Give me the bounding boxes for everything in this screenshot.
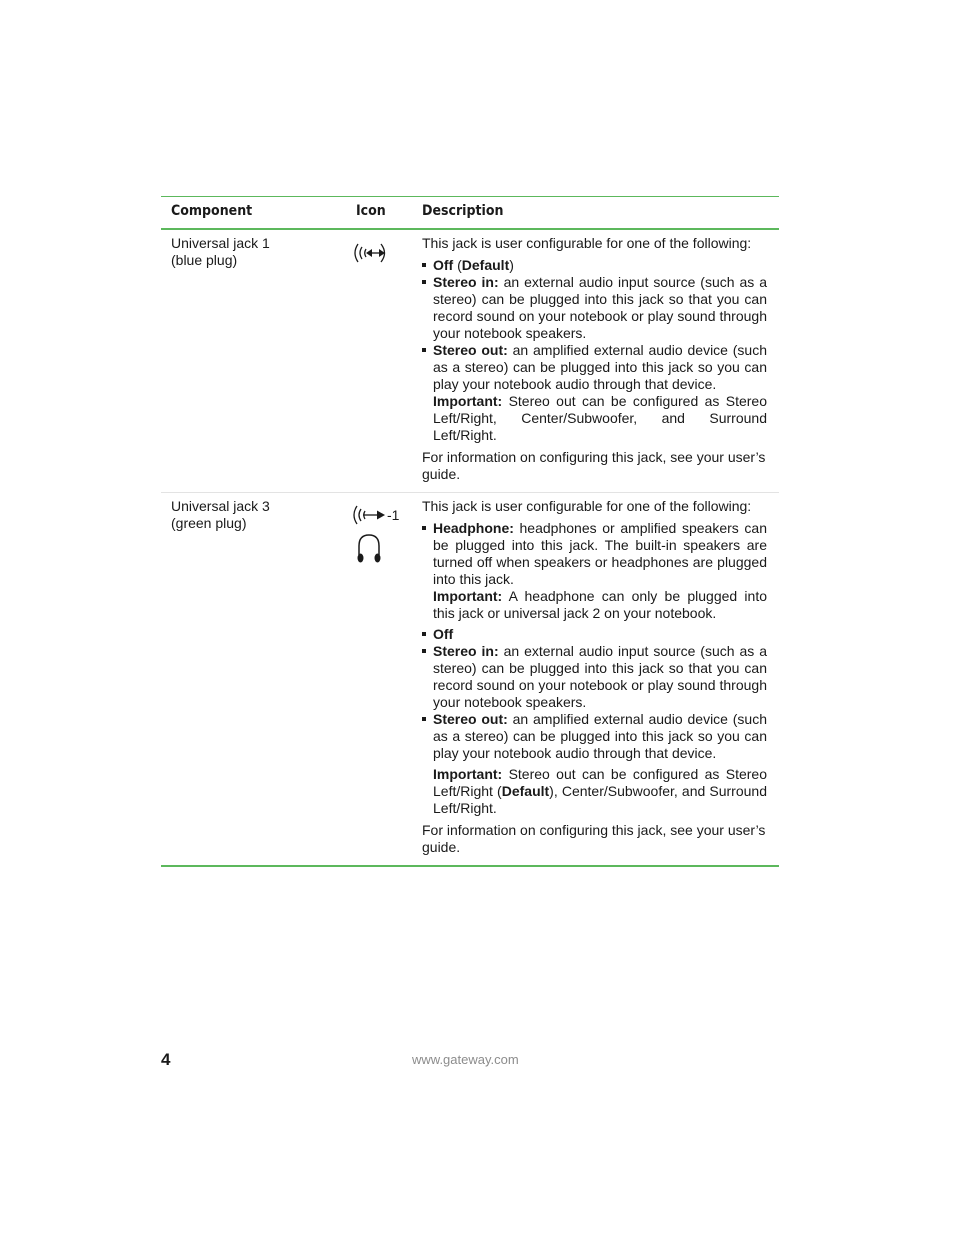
page-number: 4: [161, 1050, 171, 1069]
audio-out-jack-icon: [351, 503, 387, 527]
footer-website: www.gateway.com: [412, 1052, 519, 1067]
icon-suffix: -1: [387, 506, 400, 523]
list-item: Headphone: headphones or amplified speakers can be plugged into this jack. The built-in speakers are turned off when speakers or headphones are plugged into this jack. Important: A headphone can only be plugged into this jack or universal jack 2 on your notebook.: [422, 520, 767, 622]
component-cell: Universal jack 3 (green plug): [171, 498, 270, 531]
option-list: [422, 257, 767, 444]
header-icon: Icon: [356, 203, 386, 219]
component-cell: Universal jack 1 (blue plug): [171, 235, 270, 268]
list-item: Stereo out: an amplified external audio device (such as a stereo) can be plugged into this jack so you can play your notebook audio through that device. Important: Stereo out can be configured as Stereo Left/Right, Center/Subwoofer, and Surround Left/Right.: [422, 342, 767, 444]
important-note: Important: Stereo out can be configured as Stereo Left/Right (Default), Center/Subwoofer, and Surround Left/Right.: [433, 766, 767, 816]
audio-in-out-jack-icon: [351, 240, 391, 266]
footer-text: For information on configuring this jack, see your user’s guide.: [422, 449, 766, 482]
important-note: Important: A headphone can only be plugged into this jack or universal jack 2 on your notebook.: [433, 588, 767, 621]
header-component: Component: [171, 203, 253, 219]
header-description: Description: [422, 203, 504, 219]
list-item: Off (Default): [422, 257, 767, 274]
list-item: Stereo out: an amplified external audio device (such as a stereo) can be plugged into this jack so you can play your notebook audio through that device. Important: Stereo out can be configured as Stereo Left/Right (Default), Center/Subwoofer, and Surround Left/Right.: [422, 711, 767, 817]
icon-cell: [351, 503, 411, 565]
icon-cell: [351, 240, 411, 266]
headphone-icon: [351, 531, 387, 565]
list-item: Stereo in: an external audio input source (such as a stereo) can be plugged into this jack so that you can record sound on your notebook or play sound through your notebook speakers.: [422, 274, 767, 342]
table-row-universal-jack-3: [161, 492, 779, 865]
option-list: [422, 520, 767, 817]
description-cell: [422, 493, 767, 865]
intro-text: This jack is user configurable for one of the following:: [422, 498, 752, 514]
table-header: [161, 197, 779, 230]
table-row-universal-jack-1: [161, 230, 779, 492]
list-item: Stereo in: an external audio input source (such as a stereo) can be plugged into this jack so that you can record sound on your notebook or play sound through your notebook speakers.: [422, 643, 767, 711]
description-cell: [422, 230, 767, 492]
list-item: Off: [422, 626, 767, 643]
footer-text: For information on configuring this jack, see your user’s guide.: [422, 822, 766, 855]
important-note: Important: Stereo out can be configured as Stereo Left/Right, Center/Subwoofer, and Surround Left/Right.: [433, 393, 767, 443]
intro-text: This jack is user configurable for one of the following:: [422, 235, 752, 251]
component-table: [161, 196, 779, 867]
